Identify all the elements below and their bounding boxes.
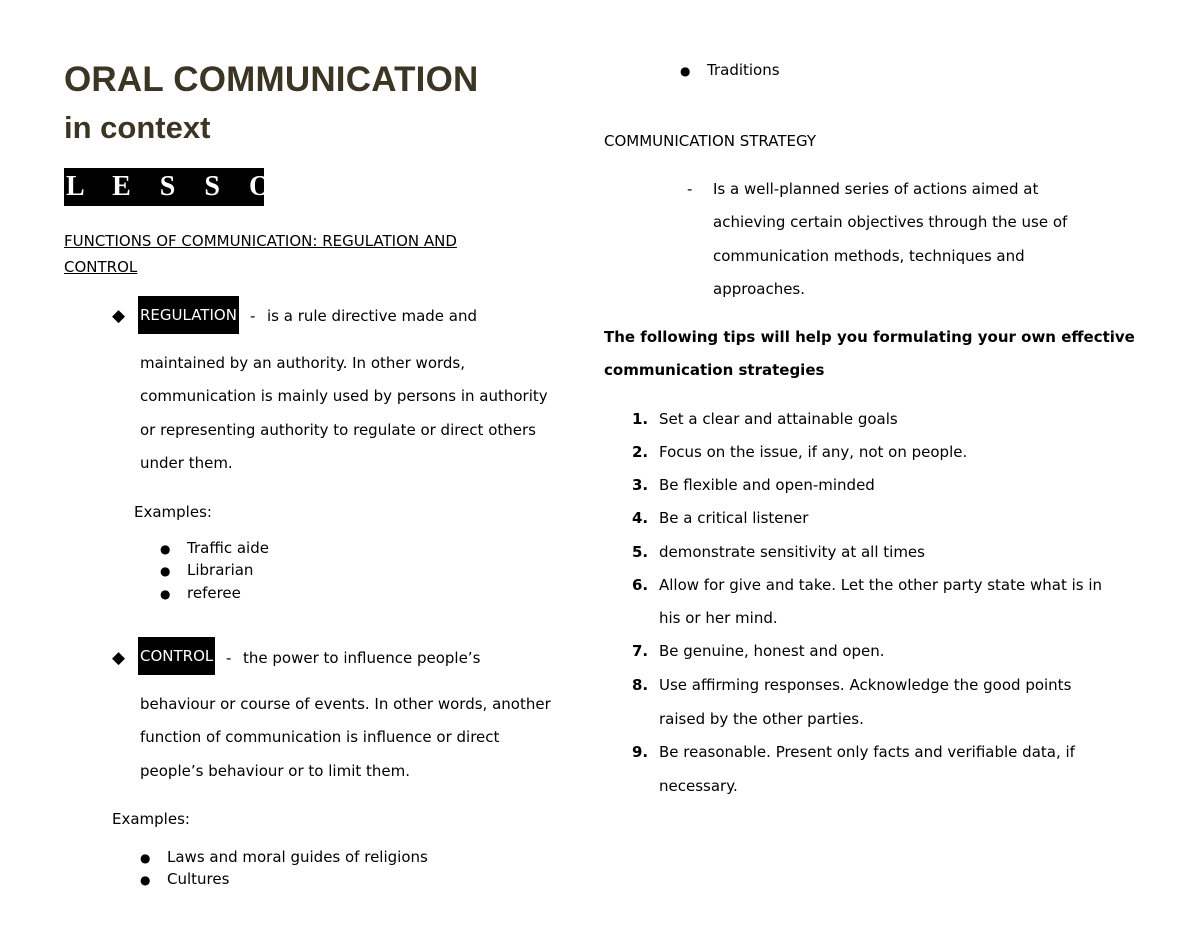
tips-intro-line: The following tips will help you formulating your own effective: [604, 328, 1135, 346]
tip-text: Be genuine, honest and open.: [659, 642, 885, 660]
strategy-definition-line: approaches.: [713, 280, 806, 298]
tip-text: Be reasonable. Present only facts and verifiable data, if: [659, 743, 1075, 761]
diamond-bullet-icon: ◆: [112, 306, 126, 326]
list-item: referee: [187, 584, 241, 602]
tip-text: Allow for give and take. Let the other party state what is in: [659, 576, 1103, 594]
regulation-body-line: under them.: [140, 454, 233, 472]
lesson-label: L E S S O N 2: [64, 168, 264, 206]
diamond-bullet-icon: ◆: [112, 648, 126, 668]
page-subtitle: in context: [64, 110, 211, 145]
regulation-examples-label: Examples:: [134, 503, 212, 521]
strategy-definition-line: Is a well-planned series of actions aimed at: [713, 180, 1039, 198]
tip-text: necessary.: [659, 777, 738, 795]
tip-number: 1.: [632, 410, 649, 428]
regulation-dash: -: [250, 307, 256, 325]
strategy-dash: -: [687, 180, 693, 198]
regulation-body-line: maintained by an authority. In other words,: [140, 354, 466, 372]
control-tag-wrap: [138, 637, 215, 675]
dot-bullet-icon: ●: [140, 873, 151, 887]
tip-text: his or her mind.: [659, 609, 778, 627]
tip-number: 5.: [632, 543, 649, 561]
strategy-definition-line: achieving certain objectives through the use of: [713, 213, 1068, 231]
tip-number: 4.: [632, 509, 649, 527]
dot-bullet-icon: ●: [160, 542, 171, 556]
tip-text: demonstrate sensitivity at all times: [659, 543, 925, 561]
control-body-line: behaviour or course of events. In other words, another: [140, 695, 551, 713]
tip-number: 9.: [632, 743, 649, 761]
strategy-heading: COMMUNICATION STRATEGY: [604, 132, 817, 150]
list-item: Traditions: [707, 61, 780, 79]
tip-number: 3.: [632, 476, 649, 494]
tip-text: raised by the other parties.: [659, 710, 864, 728]
regulation-tag: REGULATION: [138, 296, 239, 334]
tip-text: Be flexible and open-minded: [659, 476, 875, 494]
control-tag: CONTROL: [138, 637, 215, 675]
tip-text: Set a clear and attainable goals: [659, 410, 898, 428]
tip-text: Be a critical listener: [659, 509, 809, 527]
tip-number: 6.: [632, 576, 649, 594]
tips-intro-line: communication strategies: [604, 361, 825, 379]
dot-bullet-icon: ●: [680, 64, 691, 78]
regulation-body-line: communication is mainly used by persons in authority: [140, 387, 548, 405]
page-title: ORAL COMMUNICATION: [64, 60, 479, 99]
tip-text: Focus on the issue, if any, not on people.: [659, 443, 968, 461]
functions-heading-line2: CONTROL: [64, 258, 138, 276]
control-lead: the power to influence people’s: [243, 649, 481, 667]
control-dash: -: [226, 649, 232, 667]
list-item: Librarian: [187, 561, 254, 579]
control-examples-label: Examples:: [112, 810, 190, 828]
dot-bullet-icon: ●: [160, 564, 171, 578]
tip-text: Use affirming responses. Acknowledge the good points: [659, 676, 1072, 694]
list-item: Laws and moral guides of religions: [167, 848, 428, 866]
regulation-tag-wrap: [138, 296, 239, 334]
regulation-lead: is a rule directive made and: [267, 307, 478, 325]
tip-number: 2.: [632, 443, 649, 461]
tip-number: 8.: [632, 676, 649, 694]
dot-bullet-icon: ●: [140, 851, 151, 865]
control-body-line: people’s behaviour or to limit them.: [140, 762, 411, 780]
strategy-definition-line: communication methods, techniques and: [713, 247, 1025, 265]
list-item: Cultures: [167, 870, 230, 888]
tip-number: 7.: [632, 642, 649, 660]
list-item: Traffic aide: [187, 539, 269, 557]
control-body-line: function of communication is influence or direct: [140, 728, 500, 746]
dot-bullet-icon: ●: [160, 587, 171, 601]
regulation-body-line: or representing authority to regulate or direct others: [140, 421, 536, 439]
functions-heading-line1: FUNCTIONS OF COMMUNICATION: REGULATION AND: [64, 232, 457, 250]
